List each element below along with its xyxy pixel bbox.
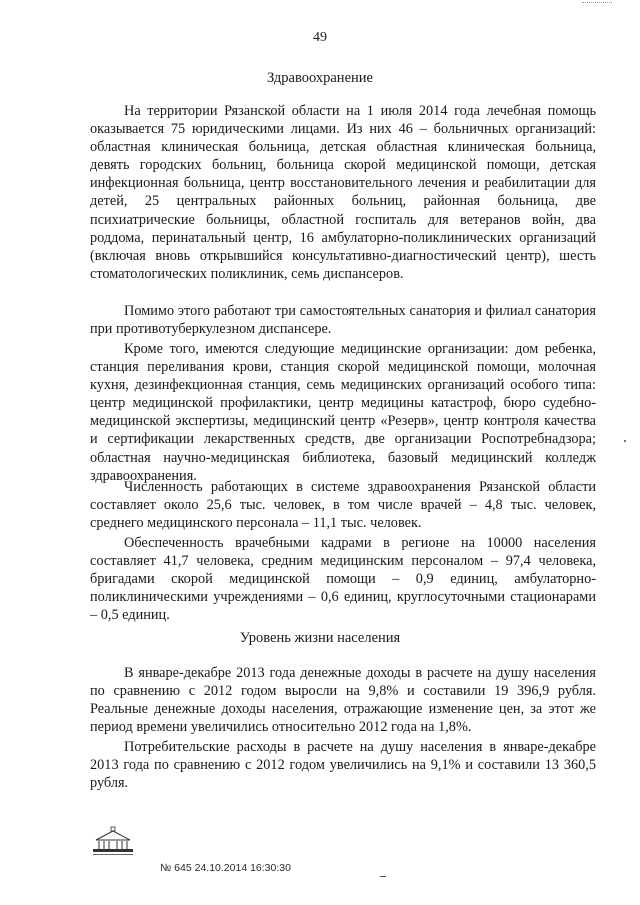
paragraph: Численность работающих в системе здравоохранения Рязанской области составляет около 25,6 тыс. человек, в том числе врачей – 4,8 тыс. человек, среднего медицинского персонала – 11,1 тыс. человек. xyxy=(90,479,596,532)
paragraph: Потребительские расходы в расчете на душу населения в январе-декабре 2013 года по сравнению с 2012 годом увеличились на 9,1% и составили 13 360,5 рубля. xyxy=(90,739,596,792)
paragraph: Обеспеченность врачебными кадрами в регионе на 10000 населения составляет 41,7 человека, средним медицинским персоналом – 97,4 человека, бригадами скорой медицинской помощи – 0,9 единиц, амбулаторно-поликлиническими учреждениями – 0,6 единиц, круглосуточными стационарами – 0,5 единиц. xyxy=(90,535,596,624)
scan-artifact xyxy=(624,440,626,442)
paragraph: Кроме того, имеются следующие медицинские организации: дом ребенка, станция переливания крови, станция скорой медицинской помощи, молочная кухня, дезинфекционная станция, семь медицинских организаций особого типа: центр медицинской профилактики, центр медицины катастроф, бюро судебно-медицинской экспертизы, медицинский центр «Резерв», центр контроля качества и сертификации лекарственных средств, две организации Роспотребнадзора; областная научно-медицинская библиотека, базовый медицинский колледж здравоохранения. xyxy=(90,341,596,484)
scan-artifact xyxy=(582,2,612,5)
paragraph: Помимо этого работают три самостоятельных санатория и филиал санатория при противотуберкулезном диспансере. xyxy=(90,303,596,338)
building-seal-icon xyxy=(90,826,136,856)
section-heading-living-standards: Уровень жизни населения xyxy=(239,630,401,646)
section-heading-healthcare: Здравоохранение xyxy=(267,70,373,86)
paragraph: В январе-декабре 2013 года денежные доходы в расчете на душу населения по сравнению с 2012 годом выросли на 9,8% и составили 19 396,9 рубля. Реальные денежные доходы населения, отражающие изменение цен, за этот же период времени увеличились относительно 2012 года на 1,8%. xyxy=(90,665,596,736)
page-number: 49 xyxy=(313,30,327,45)
scan-artifact xyxy=(380,876,386,877)
document-stamp: № 645 24.10.2014 16:30:30 xyxy=(160,862,291,874)
paragraph: На территории Рязанской области на 1 июля 2014 года лечебная помощь оказывается 75 юридическими лицами. Из них 46 – больничных организаций: областная клиническая больница, детская областная клиническая больница, девять городских больниц, больница скорой медицинской помощи, детская инфекционная больница, центр восстановительного лечения и реабилитации для детей, 25 центральных районных больниц, районная больница, две психиатрические больницы, областной госпиталь для ветеранов войн, два роддома, перинатальный центр, 16 амбулаторно-поликлинических организаций (включая вновь открывшийся консультативно-диагностический центр), шесть стоматологических поликлиник, семь диспансеров. xyxy=(90,103,596,282)
